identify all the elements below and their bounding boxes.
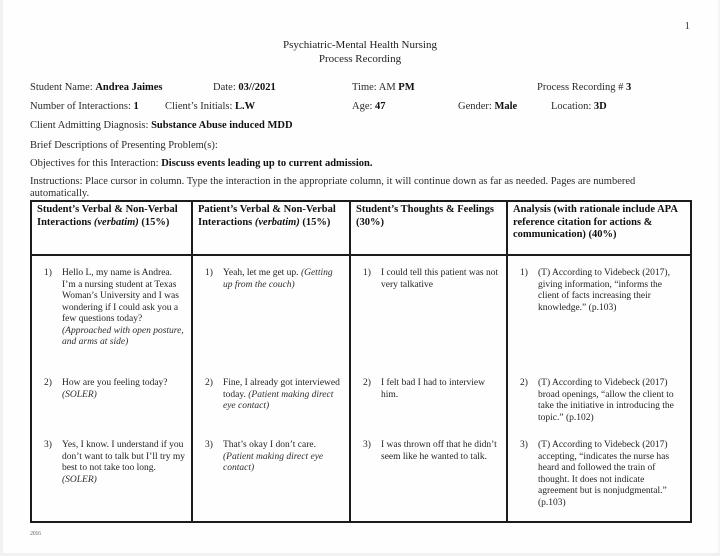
page-number: 1 bbox=[684, 20, 690, 32]
interaction-item: 3) I was thrown off that he didn’t seem like he wanted to talk. bbox=[363, 440, 497, 462]
cell-student-verbal-2 bbox=[32, 366, 193, 428]
field-age: Age: 47 bbox=[352, 101, 386, 112]
column-header-student-verbal: Student’s Verbal & Non-Verbal Interactions (verbatim) (15%) bbox=[32, 202, 193, 256]
table-header-row bbox=[32, 202, 690, 256]
field-gender: Gender: Male bbox=[458, 101, 518, 112]
table-body bbox=[32, 256, 690, 521]
field-client-initials: Client’s Initials: L.W bbox=[165, 101, 256, 112]
process-recording-table bbox=[30, 200, 692, 523]
title-line-2: Process Recording bbox=[318, 53, 402, 65]
instructions-text: Instructions: Place cursor in column. Type the interaction in the appropriate column, it will continue down as far as needed. Pages are numbered automatically. bbox=[30, 176, 636, 199]
interaction-item: 2) How are you feeling today? (SOLER) bbox=[44, 378, 168, 400]
interaction-item: 2) (T) According to Videbeck (2017) broad openings, “allow the client to take the initiative in introducing the topic.” (p.102) bbox=[520, 378, 674, 423]
field-time: Time: AM PM bbox=[352, 82, 415, 93]
cell-thoughts-1 bbox=[351, 256, 508, 366]
field-location: Location: 3D bbox=[551, 101, 607, 112]
cell-student-verbal-3 bbox=[32, 428, 193, 521]
field-process-recording: Process Recording # 3 bbox=[537, 82, 632, 93]
interaction-item: 1) Yeah, let me get up. (Getting up from the couch) bbox=[205, 268, 333, 290]
cell-thoughts-2 bbox=[351, 366, 508, 428]
column-header-thoughts-feelings: Student’s Thoughts & Feelings (30%) bbox=[351, 202, 508, 256]
footer-year: 2016 bbox=[30, 531, 41, 537]
column-header-patient-verbal: Patient’s Verbal & Non-Verbal Interactions (verbatim) (15%) bbox=[193, 202, 351, 256]
column-header-analysis: Analysis (with rationale include APA reference citation for actions & communication) (40%) bbox=[508, 202, 690, 256]
interaction-item: 3) Yes, I know. I understand if you don’t want to talk but I’ll try my best to not take too long. (SOLER) bbox=[44, 440, 186, 485]
cell-analysis-2 bbox=[508, 366, 690, 428]
interaction-item: 1) (T) According to Videbeck (2017), giving information, “informs the client of facts increasing their knowledge.” (p.103) bbox=[520, 268, 670, 313]
title-line-1: Psychiatric-Mental Health Nursing bbox=[283, 39, 437, 51]
cell-patient-verbal-3 bbox=[193, 428, 351, 521]
field-date: Date: 03//2021 bbox=[213, 82, 276, 93]
interaction-item: 3) That’s okay I don’t care. (Patient making direct eye contact) bbox=[205, 440, 324, 473]
cell-patient-verbal-1 bbox=[193, 256, 351, 366]
cell-patient-verbal-2 bbox=[193, 366, 351, 428]
field-presenting-problems: Brief Descriptions of Presenting Problem(s): bbox=[30, 140, 218, 151]
field-admitting-diagnosis: Client Admitting Diagnosis: Substance Abuse induced MDD bbox=[30, 120, 293, 131]
interaction-item: 1) I could tell this patient was not very talkative bbox=[363, 268, 499, 290]
cell-analysis-3 bbox=[508, 428, 690, 521]
interaction-item: 2) I felt bad I had to interview him. bbox=[363, 378, 485, 400]
document-title bbox=[0, 38, 720, 66]
cell-analysis-1 bbox=[508, 256, 690, 366]
cell-thoughts-3 bbox=[351, 428, 508, 521]
interaction-item: 2) Fine, I already got interviewed today. (Patient making direct eye contact) bbox=[205, 378, 340, 411]
field-number-of-interactions: Number of Interactions: 1 bbox=[30, 101, 139, 112]
field-objectives: Objectives for this Interaction: Discuss events leading up to current admission. bbox=[30, 158, 373, 169]
field-student-name: Student Name: Andrea Jaimes bbox=[30, 82, 163, 93]
cell-student-verbal-1 bbox=[32, 256, 193, 366]
interaction-item: 3) (T) According to Videbeck (2017) accepting, “indicates the nurse has heard and followed the train of thought. It does not indicate agreement but is nonjudgmental.” (p.103) bbox=[520, 440, 670, 508]
interaction-item: 1) Hello L, my name is Andrea. I’m a nursing student at Texas Woman’s University and I was wondering if I could ask you a few questions today? (Approached with open posture, and arms at side) bbox=[44, 268, 184, 347]
